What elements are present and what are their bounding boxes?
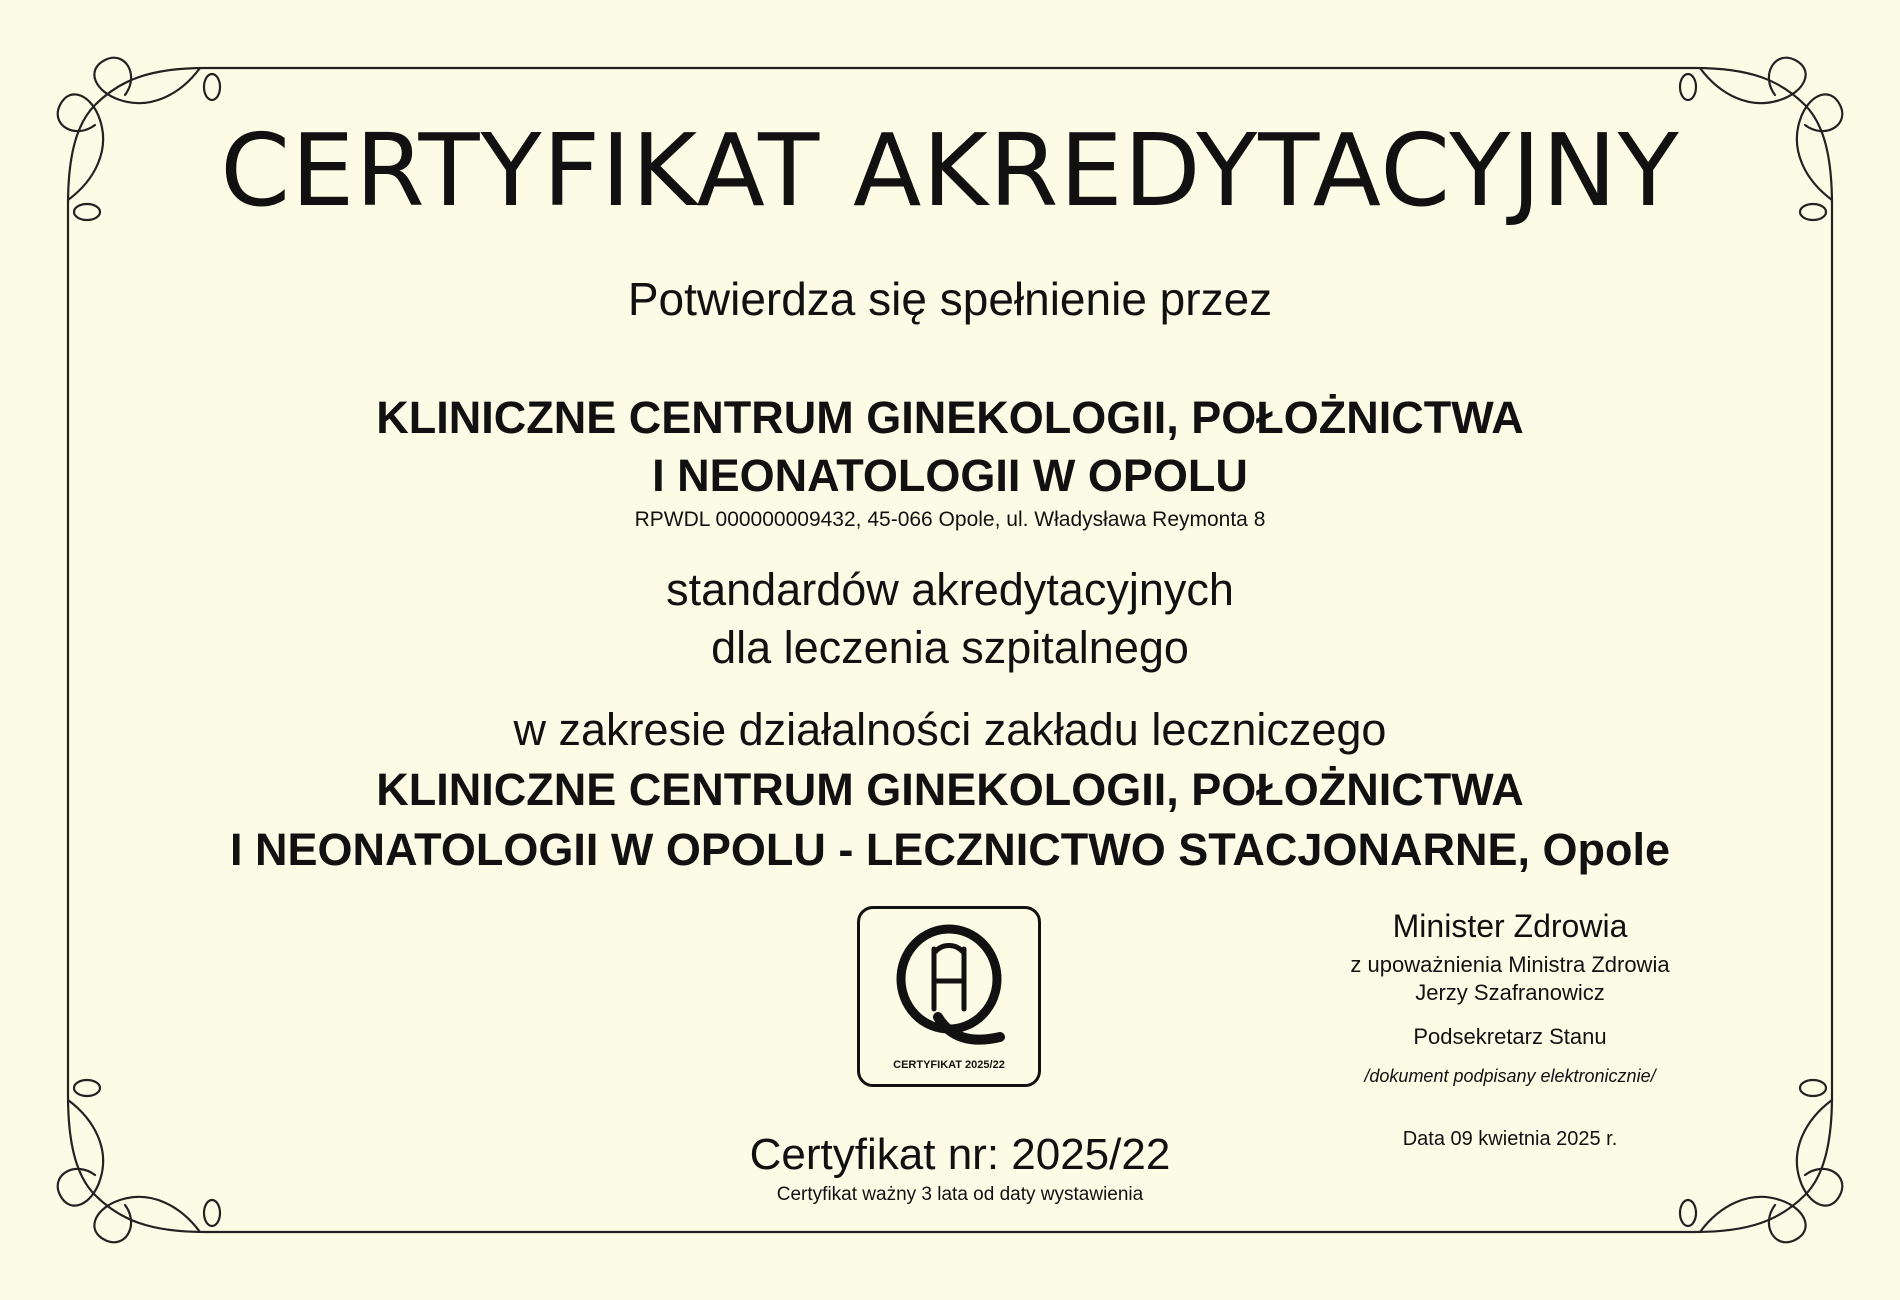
standards-line1: standardów akredytacyjnych	[666, 564, 1234, 615]
registry-address: RPWDL 000000009432, 45-066 Opole, ul. Władysława Reymonta 8	[634, 508, 1266, 531]
accreditation-logo	[857, 906, 1041, 1087]
signatory-name: Jerzy Szafranowicz	[1415, 980, 1605, 1005]
facility-name-line1: KLINICZNE CENTRUM GINEKOLOGII, POŁOŻNICTWA	[376, 764, 1524, 815]
certificate-number: Certyfikat nr: 2025/22	[749, 1130, 1171, 1179]
facility-name-line2: I NEONATOLOGII W OPOLU - LECZNICTWO STACJONARNE, Opole	[230, 824, 1670, 875]
institution-name-line2: I NEONATOLOGII W OPOLU	[652, 450, 1248, 501]
signatory-authorization: z upoważnienia Ministra Zdrowia	[1350, 952, 1670, 977]
scope-text: w zakresie działalności zakładu leczniczego	[513, 704, 1387, 755]
institution-name-line1: KLINICZNE CENTRUM GINEKOLOGII, POŁOŻNICTWA	[376, 392, 1524, 443]
corner-ornament-bottom-right	[1680, 1080, 1842, 1242]
corner-ornament-bottom-left	[58, 1080, 220, 1242]
signatory-title: Minister Zdrowia	[1392, 908, 1628, 944]
intro-text: Potwierdza się spełnienie przez	[627, 273, 1273, 325]
electronic-signature-note: /dokument podpisany elektronicznie/	[1364, 1066, 1656, 1086]
signatory-rank: Podsekretarz Stanu	[1413, 1024, 1607, 1049]
standards-line2: dla leczenia szpitalnego	[711, 622, 1189, 673]
logo-label: CERTYFIKAT 2025/22	[893, 1059, 1005, 1071]
certificate-title: CERTYFIKAT AKREDYTACYJNY	[220, 112, 1680, 229]
validity-note: Certyfikat ważny 3 lata od daty wystawienia	[776, 1184, 1144, 1205]
issue-date: Data 09 kwietnia 2025 r.	[1402, 1128, 1618, 1150]
quality-q-icon	[860, 909, 1038, 1084]
